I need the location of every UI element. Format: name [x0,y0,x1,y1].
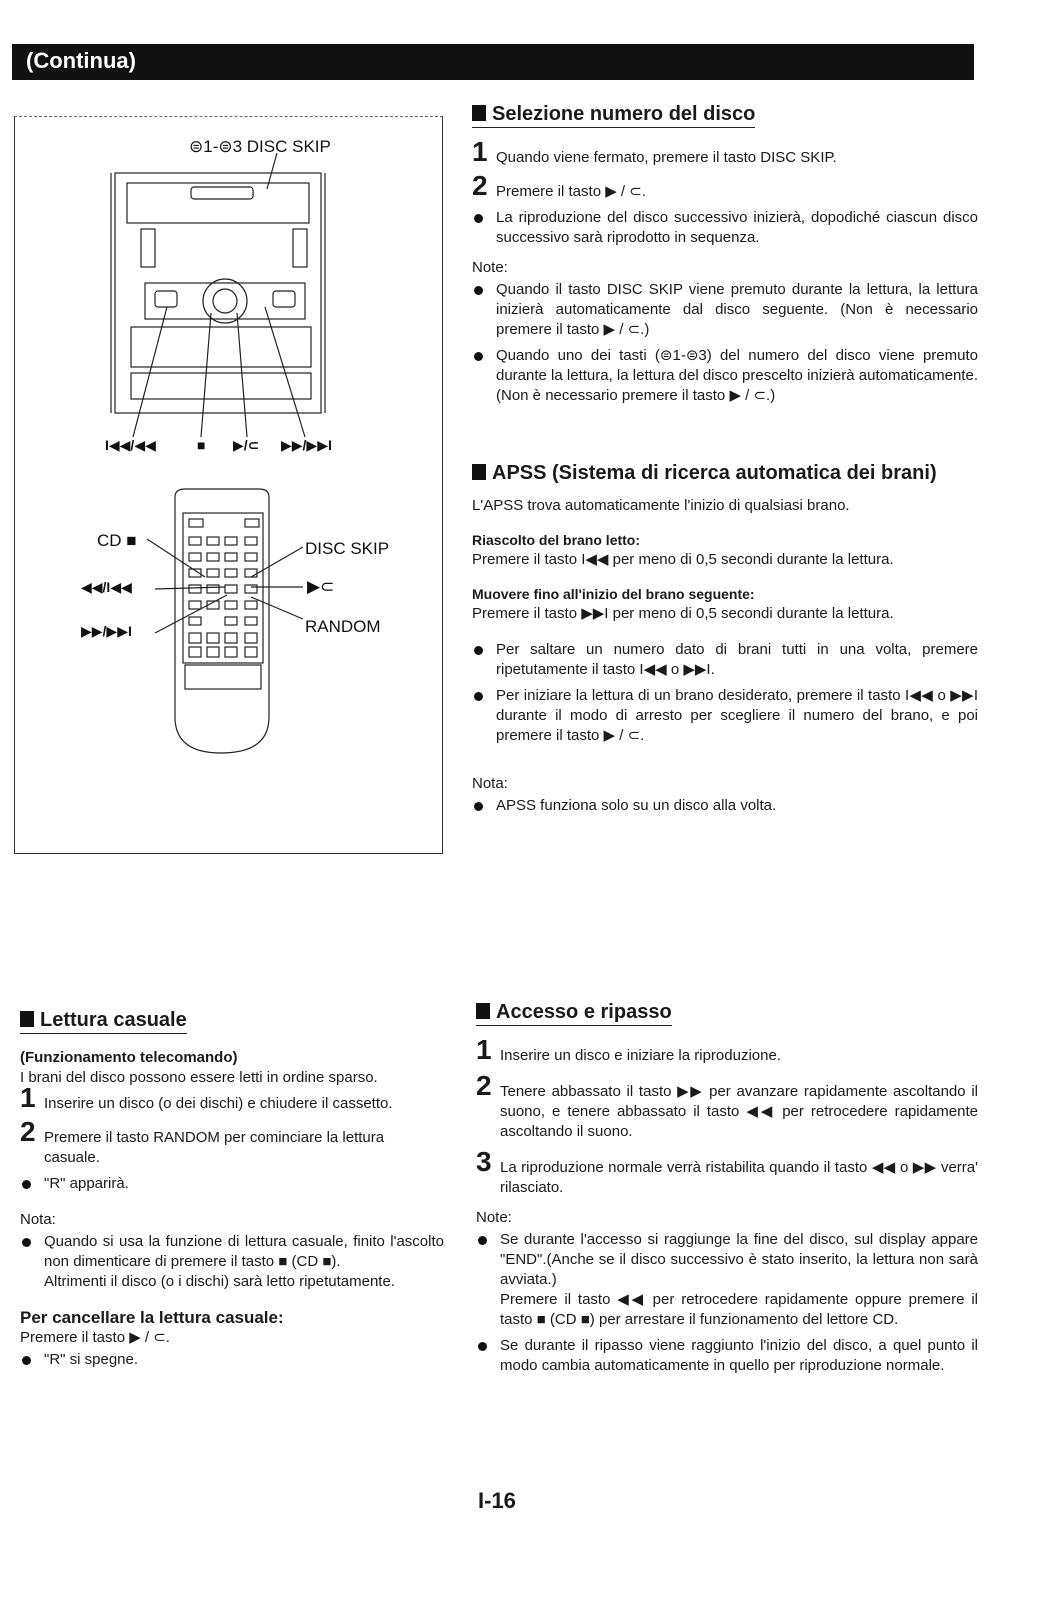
accesso-title: Accesso e ripasso [476,1002,672,1026]
accesso-step-1: 1 Inserire un disco e iniziare la riproduzione. [476,1034,781,1065]
accesso-note-1: Se durante l'accesso si raggiunge la fine del disco, sul display appare "END".(Anche se il disco successivo è stato inserito, la lettura non sarà avviata.) Premere il tasto ◀◀ per retrocedere rapidamente oppure premere il tasto ■ (CD ■) per arrestare il funzionamento del lettore CD. [476,1230,978,1330]
accesso-step-2: 2 Tenere abbassato il tasto ▶▶ per avanzare rapidamente ascoltando il suono, e tenere abbassato il tasto ◀◀ per retrocedere rapidamente ascoltando il suono. [476,1070,978,1140]
apss-title: APSS (Sistema di ricerca automatica dei brani) [472,460,978,486]
apss-sub2-label: Muovere fino all'inizio del brano seguente: [472,586,755,602]
selezione-note-2: Quando uno dei tasti (⊜1-⊜3) del numero del disco viene premuto durante la lettura, la lettura del disco prescelto inizierà automaticamente. (Non è necessario premere il tasto ▶ / ⊂.) [472,346,978,406]
page-number: I-16 [478,1488,516,1513]
selezione-step-1: 1 Quando viene fermato, premere il tasto DISC SKIP. [472,136,837,167]
casuale-cancel-text: Premere il tasto ▶ / ⊂. [20,1329,170,1346]
casuale-step-2: 2 Premere il tasto RANDOM per cominciare la lettura casuale. [20,1116,385,1166]
stop-button-label: ■ [197,437,206,453]
selezione-bullet: La riproduzione del disco successivo inizierà, dopodiché ciascun disco successivo sarà riprodotto in sequenza. [472,208,978,248]
casuale-title: Lettura casuale [20,1010,187,1034]
apss-section [472,460,978,818]
illustration-box [14,116,443,854]
apss-nota-label: Nota: [472,775,508,792]
remote-rewind-label: ◀◀/I◀◀ [81,579,132,595]
casuale-nota-label: Nota: [20,1211,56,1228]
selezione-note-label: Note: [472,259,508,276]
casuale-intro: I brani del disco possono essere letti in ordine sparso. [20,1069,378,1086]
apss-intro: L'APSS trova automaticamente l'inizio di qualsiasi brano. [472,497,850,514]
accesso-note-2: Se durante il ripasso viene raggiunto l'inizio del disco, a quel punto il modo cambia automaticamente in quello per riproduzione normale. [476,1336,978,1376]
section-header-title: (Continua) [26,48,136,73]
casuale-section [20,1010,444,1372]
remote-forward-label: ▶▶/▶▶I [81,623,132,639]
section-header-bar [12,44,974,80]
selezione-note-1: Quando il tasto DISC SKIP viene premuto durante la lettura, la lettura inizierà automaticamente dal disco seguente. (Non è necessario premere il tasto ▶ / ⊂.) [472,280,978,340]
remote-cd-stop-label: CD ■ [97,531,137,550]
unit-body [115,173,321,413]
accesso-note-label: Note: [476,1209,512,1226]
selezione-title: Selezione numero del disco [472,104,755,128]
apss-sub1-label: Riascolto del brano letto: [472,532,641,548]
unit-and-remote-illustration [15,117,442,853]
casuale-cancel-label: Per cancellare la lettura casuale: [20,1308,284,1327]
apss-sub2-text: Premere il tasto ▶▶I per meno di 0,5 secondi durante la lettura. [472,605,894,622]
accesso-step-3: 3 La riproduzione normale verrà ristabilita quando il tasto ◀◀ o ▶▶ verra' rilasciato. [476,1146,978,1196]
casuale-bullet: "R" apparirà. [20,1174,444,1194]
casuale-nota-1: Quando si usa la funzione di lettura casuale, finito l'ascolto non dimenticare di premere il tasto ■ (CD ■). Altrimenti il disco (o i dischi) sarà letto ripetutamente. [20,1232,444,1292]
prev-button-label: I◀◀/◀◀ [105,437,156,453]
remote-disc-skip-label: DISC SKIP [305,539,390,558]
apss-bullet-1: Per saltare un numero dato di brani tutti in una volta, premere ripetutamente il tasto I◀◀ o ▶▶I. [472,640,978,680]
accesso-section [476,1002,978,1378]
remote-random-label: RANDOM [305,617,381,636]
selezione-section [472,104,978,408]
remote-play-label: ▶⊂ [307,577,335,596]
disc-skip-unit-label: ⊜1-⊜3 DISC SKIP [189,137,331,156]
casuale-subtitle: (Funzionamento telecomando) [20,1049,238,1066]
next-button-label: ▶▶/▶▶I [281,437,332,453]
apss-sub1-text: Premere il tasto I◀◀ per meno di 0,5 secondi durante la lettura. [472,551,894,568]
casuale-cancel-bullet: "R" si spegne. [20,1350,444,1370]
casuale-step-1: 1 Inserire un disco (o dei dischi) e chiudere il cassetto. [20,1082,393,1113]
play-button-label: ▶/⊂ [233,437,260,453]
apss-nota-1: APSS funziona solo su un disco alla volta. [472,796,978,816]
apss-bullet-2: Per iniziare la lettura di un brano desiderato, premere il tasto I◀◀ o ▶▶I durante il modo di arresto per scegliere il numero del brano, e poi premere il tasto ▶ / ⊂. [472,686,978,746]
selezione-step-2: 2 Premere il tasto ▶ / ⊂. [472,170,646,201]
